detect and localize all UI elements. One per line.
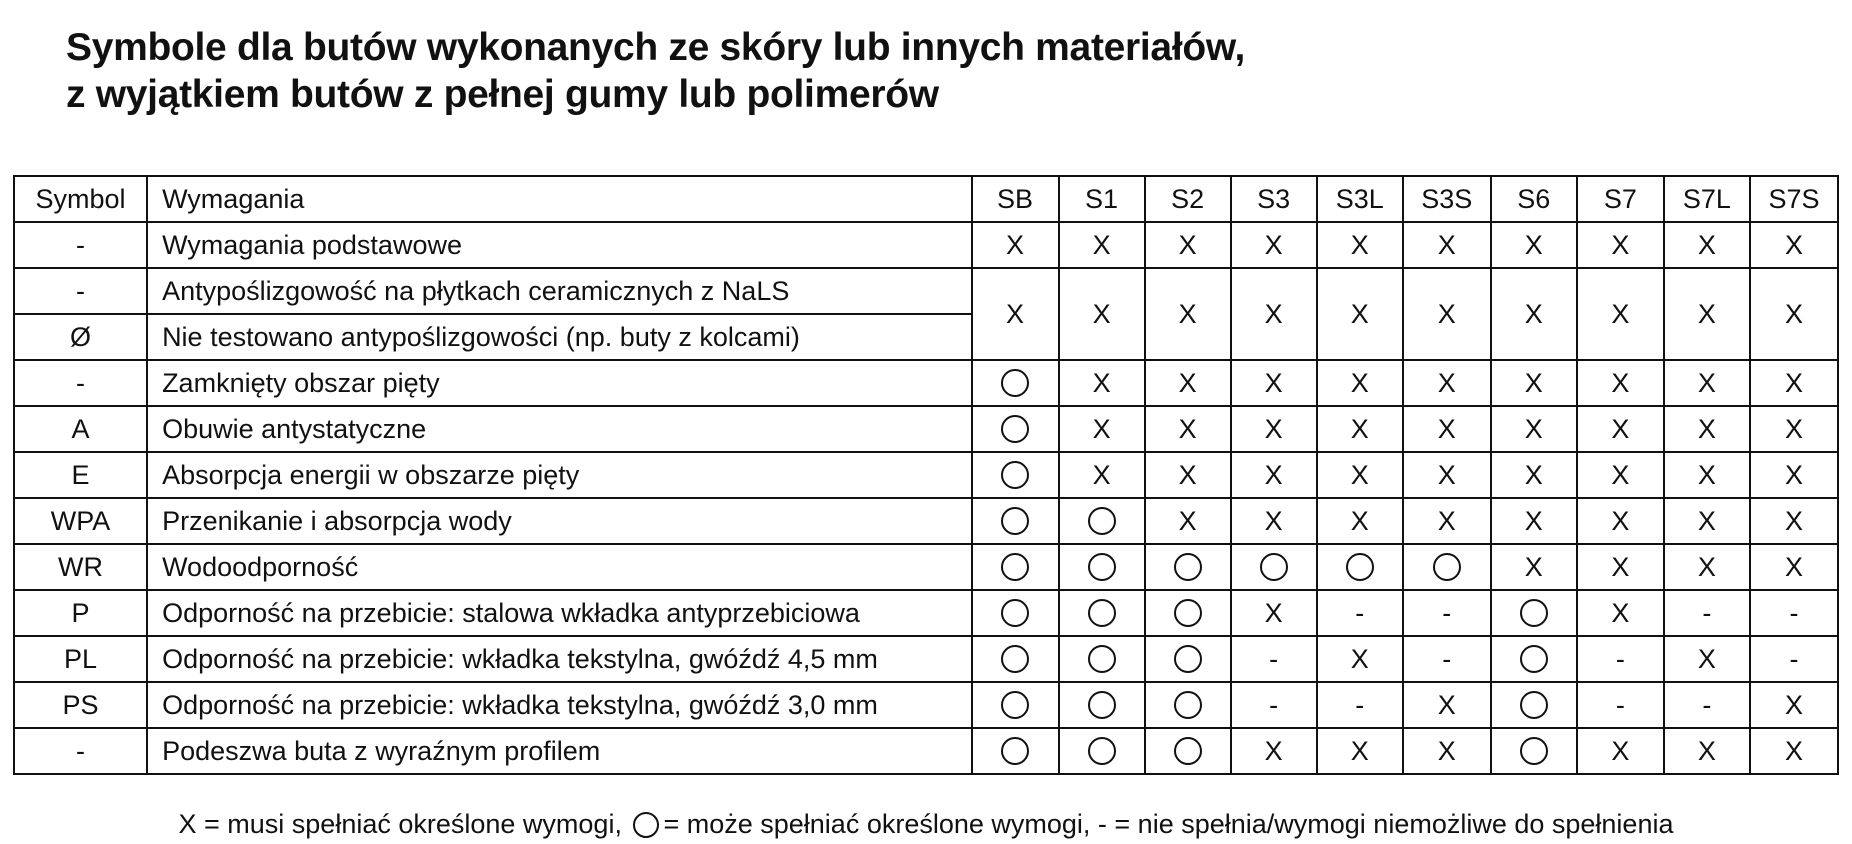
- title-line-1: Symbole dla butów wykonanych ze skóry lub innych materiałów,: [66, 26, 1246, 69]
- circle-icon: [1001, 645, 1029, 673]
- row-symbol: PL: [14, 636, 147, 682]
- circle-icon: [1001, 369, 1029, 397]
- requirement-cell: [1403, 544, 1491, 590]
- requirement-cell: [972, 636, 1059, 682]
- requirement-cell: X: [1059, 406, 1145, 452]
- requirement-cell: [972, 682, 1059, 728]
- requirement-cell: X: [972, 268, 1059, 360]
- circle-icon: [1001, 415, 1029, 443]
- requirement-cell: -: [1577, 682, 1664, 728]
- requirement-cell: -: [1317, 682, 1403, 728]
- requirement-cell: [972, 498, 1059, 544]
- row-symbol: A: [14, 406, 147, 452]
- row-symbol: Ø: [14, 314, 147, 360]
- header-requirement: Wymagania: [147, 176, 971, 222]
- row-requirement: Absorpcja energii w obszarze pięty: [147, 452, 971, 498]
- circle-icon: [1520, 599, 1548, 627]
- requirement-cell: X: [972, 222, 1059, 268]
- circle-icon: [1088, 507, 1116, 535]
- requirement-cell: X: [1403, 682, 1491, 728]
- legend-optional-and-none: = może spełniać określone wymogi, - = nie spełnia/wymogi niemożliwe do spełnienia: [663, 809, 1674, 839]
- requirement-cell: X: [1059, 222, 1145, 268]
- table-row: [14, 636, 1838, 682]
- row-requirement: Nie testowano antypoślizgowości (np. buty z kolcami): [147, 314, 971, 360]
- requirement-cell: X: [1750, 452, 1838, 498]
- row-symbol: P: [14, 590, 147, 636]
- circle-icon: [1346, 553, 1374, 581]
- requirement-cell: X: [1145, 452, 1231, 498]
- table-row: [14, 682, 1838, 728]
- row-requirement: Odporność na przebicie: stalowa wkładka antyprzebiciowa: [147, 590, 971, 636]
- row-requirement: Obuwie antystatyczne: [147, 406, 971, 452]
- requirement-cell: -: [1750, 636, 1838, 682]
- row-requirement: Antypoślizgowość na płytkach ceramicznych z NaLS: [147, 268, 971, 314]
- table-row: [14, 544, 1838, 590]
- requirement-cell: X: [1317, 222, 1403, 268]
- requirement-cell: X: [1145, 406, 1231, 452]
- requirement-cell: X: [1491, 406, 1577, 452]
- circle-icon: [1520, 691, 1548, 719]
- requirement-cell: X: [1577, 360, 1664, 406]
- requirement-cell: X: [1664, 360, 1750, 406]
- requirement-cell: -: [1231, 636, 1317, 682]
- requirement-cell: X: [1577, 590, 1664, 636]
- table-row: [14, 268, 1838, 314]
- row-requirement: Podeszwa buta z wyraźnym profilem: [147, 728, 971, 774]
- requirement-cell: X: [1317, 636, 1403, 682]
- circle-icon: [1001, 691, 1029, 719]
- table-row: [14, 360, 1838, 406]
- requirement-cell: [1059, 636, 1145, 682]
- requirement-cell: X: [1317, 498, 1403, 544]
- requirement-cell: X: [1491, 452, 1577, 498]
- row-symbol: WPA: [14, 498, 147, 544]
- requirement-cell: [1059, 682, 1145, 728]
- requirement-cell: X: [1145, 498, 1231, 544]
- circle-icon: [1001, 599, 1029, 627]
- requirement-cell: X: [1491, 268, 1577, 360]
- row-symbol: -: [14, 268, 147, 314]
- header-class-s1: S1: [1059, 176, 1145, 222]
- requirement-cell: -: [1664, 590, 1750, 636]
- requirement-cell: [972, 452, 1059, 498]
- requirement-cell: -: [1231, 682, 1317, 728]
- requirement-cell: X: [1403, 268, 1491, 360]
- requirement-cell: -: [1403, 590, 1491, 636]
- circle-icon: [1001, 553, 1029, 581]
- requirement-cell: [972, 544, 1059, 590]
- requirement-cell: X: [1231, 728, 1317, 774]
- circle-icon: [1174, 553, 1202, 581]
- requirement-cell: [1059, 544, 1145, 590]
- requirement-cell: X: [1403, 222, 1491, 268]
- requirement-cell: X: [1664, 222, 1750, 268]
- circle-icon: [1088, 599, 1116, 627]
- requirement-cell: X: [1059, 268, 1145, 360]
- row-symbol: -: [14, 222, 147, 268]
- requirement-cell: X: [1750, 544, 1838, 590]
- requirement-cell: [1145, 590, 1231, 636]
- requirement-cell: X: [1145, 268, 1231, 360]
- requirement-cell: X: [1491, 498, 1577, 544]
- circle-icon: [1174, 737, 1202, 765]
- requirement-cell: X: [1231, 498, 1317, 544]
- requirement-cell: X: [1577, 544, 1664, 590]
- requirement-cell: X: [1403, 406, 1491, 452]
- requirement-cell: X: [1750, 222, 1838, 268]
- requirement-cell: X: [1750, 682, 1838, 728]
- requirement-cell: X: [1664, 728, 1750, 774]
- row-symbol: WR: [14, 544, 147, 590]
- requirement-cell: X: [1403, 360, 1491, 406]
- circle-icon: [1174, 691, 1202, 719]
- requirement-cell: X: [1059, 452, 1145, 498]
- requirement-cell: X: [1750, 360, 1838, 406]
- requirement-cell: X: [1664, 406, 1750, 452]
- requirement-cell: X: [1577, 728, 1664, 774]
- requirement-cell: X: [1059, 360, 1145, 406]
- requirement-cell: X: [1403, 498, 1491, 544]
- requirement-cell: [1059, 728, 1145, 774]
- table-row: [14, 498, 1838, 544]
- requirement-cell: X: [1577, 452, 1664, 498]
- requirement-cell: X: [1317, 452, 1403, 498]
- requirement-cell: X: [1317, 268, 1403, 360]
- requirement-cell: [1145, 636, 1231, 682]
- requirement-cell: X: [1750, 728, 1838, 774]
- circle-icon: [1088, 645, 1116, 673]
- requirement-cell: X: [1231, 590, 1317, 636]
- requirement-cell: [1231, 544, 1317, 590]
- header-class-s3s: S3S: [1403, 176, 1491, 222]
- requirement-cell: -: [1317, 590, 1403, 636]
- table-row: [14, 728, 1838, 774]
- row-symbol: E: [14, 452, 147, 498]
- requirement-cell: X: [1231, 406, 1317, 452]
- requirement-cell: X: [1577, 222, 1664, 268]
- table-row: [14, 452, 1838, 498]
- circle-icon: [1520, 737, 1548, 765]
- legend-required: X = musi spełniać określone wymogi,: [178, 809, 622, 839]
- requirement-cell: -: [1750, 590, 1838, 636]
- requirement-cell: X: [1664, 268, 1750, 360]
- requirement-cell: [1491, 682, 1577, 728]
- table-row: [14, 222, 1838, 268]
- requirement-cell: X: [1231, 222, 1317, 268]
- requirement-cell: X: [1664, 452, 1750, 498]
- requirement-cell: X: [1577, 406, 1664, 452]
- row-requirement: Przenikanie i absorpcja wody: [147, 498, 971, 544]
- requirement-cell: [1059, 498, 1145, 544]
- requirement-cell: -: [1577, 636, 1664, 682]
- header-class-s3l: S3L: [1317, 176, 1403, 222]
- requirement-cell: [1491, 728, 1577, 774]
- requirement-cell: [1059, 590, 1145, 636]
- requirement-cell: [1491, 590, 1577, 636]
- requirement-cell: [1317, 544, 1403, 590]
- row-requirement: Wodoodporność: [147, 544, 971, 590]
- page-title: [66, 24, 1245, 118]
- table-body: [14, 176, 1838, 774]
- requirement-cell: X: [1750, 268, 1838, 360]
- circle-icon: [1174, 645, 1202, 673]
- circle-icon: [1088, 553, 1116, 581]
- requirement-cell: X: [1491, 222, 1577, 268]
- circle-icon: [1001, 507, 1029, 535]
- header-row: [14, 176, 1838, 222]
- row-symbol: -: [14, 728, 147, 774]
- row-requirement: Odporność na przebicie: wkładka tekstylna, gwóźdź 3,0 mm: [147, 682, 971, 728]
- symbols-table: [13, 175, 1839, 775]
- row-requirement: Odporność na przebicie: wkładka tekstylna, gwóźdź 4,5 mm: [147, 636, 971, 682]
- circle-icon: [1260, 553, 1288, 581]
- requirement-cell: X: [1231, 268, 1317, 360]
- requirement-cell: X: [1317, 406, 1403, 452]
- circle-icon: [1520, 645, 1548, 673]
- requirement-cell: X: [1317, 360, 1403, 406]
- requirement-cell: -: [1403, 636, 1491, 682]
- requirement-cell: X: [1403, 452, 1491, 498]
- header-class-s3: S3: [1231, 176, 1317, 222]
- requirement-cell: X: [1317, 728, 1403, 774]
- requirement-cell: X: [1145, 360, 1231, 406]
- circle-icon: [1001, 737, 1029, 765]
- requirement-cell: X: [1491, 360, 1577, 406]
- row-requirement: Zamknięty obszar pięty: [147, 360, 971, 406]
- row-symbol: -: [14, 360, 147, 406]
- requirement-cell: X: [1491, 544, 1577, 590]
- circle-icon: [1433, 553, 1461, 581]
- requirement-cell: [1145, 728, 1231, 774]
- requirement-cell: X: [1231, 452, 1317, 498]
- requirement-cell: [1145, 544, 1231, 590]
- header-class-s7l: S7L: [1664, 176, 1750, 222]
- circle-icon: [1088, 737, 1116, 765]
- circle-icon: [1001, 461, 1029, 489]
- requirement-cell: X: [1231, 360, 1317, 406]
- requirement-cell: [1491, 636, 1577, 682]
- requirement-cell: X: [1145, 222, 1231, 268]
- requirement-cell: [1145, 682, 1231, 728]
- header-class-s7s: S7S: [1750, 176, 1838, 222]
- requirement-cell: [972, 590, 1059, 636]
- header-class-s7: S7: [1577, 176, 1664, 222]
- header-class-sb: SB: [972, 176, 1059, 222]
- requirement-cell: -: [1664, 682, 1750, 728]
- requirement-cell: X: [1750, 498, 1838, 544]
- requirement-cell: X: [1577, 498, 1664, 544]
- circle-icon: [1088, 691, 1116, 719]
- requirement-cell: [972, 406, 1059, 452]
- header-class-s6: S6: [1491, 176, 1577, 222]
- requirement-cell: X: [1577, 268, 1664, 360]
- requirement-cell: [972, 728, 1059, 774]
- requirement-cell: X: [1664, 636, 1750, 682]
- header-class-s2: S2: [1145, 176, 1231, 222]
- requirement-cell: X: [1664, 498, 1750, 544]
- requirement-cell: [972, 360, 1059, 406]
- requirement-cell: X: [1403, 728, 1491, 774]
- table-row: [14, 590, 1838, 636]
- header-symbol: Symbol: [14, 176, 147, 222]
- legend: [0, 807, 1852, 841]
- table-row: [14, 406, 1838, 452]
- title-line-2: z wyjątkiem butów z pełnej gumy lub polimerów: [66, 73, 939, 116]
- circle-icon: [1174, 599, 1202, 627]
- row-symbol: PS: [14, 682, 147, 728]
- requirement-cell: X: [1750, 406, 1838, 452]
- circle-icon: [633, 812, 659, 838]
- requirement-cell: X: [1664, 544, 1750, 590]
- row-requirement: Wymagania podstawowe: [147, 222, 971, 268]
